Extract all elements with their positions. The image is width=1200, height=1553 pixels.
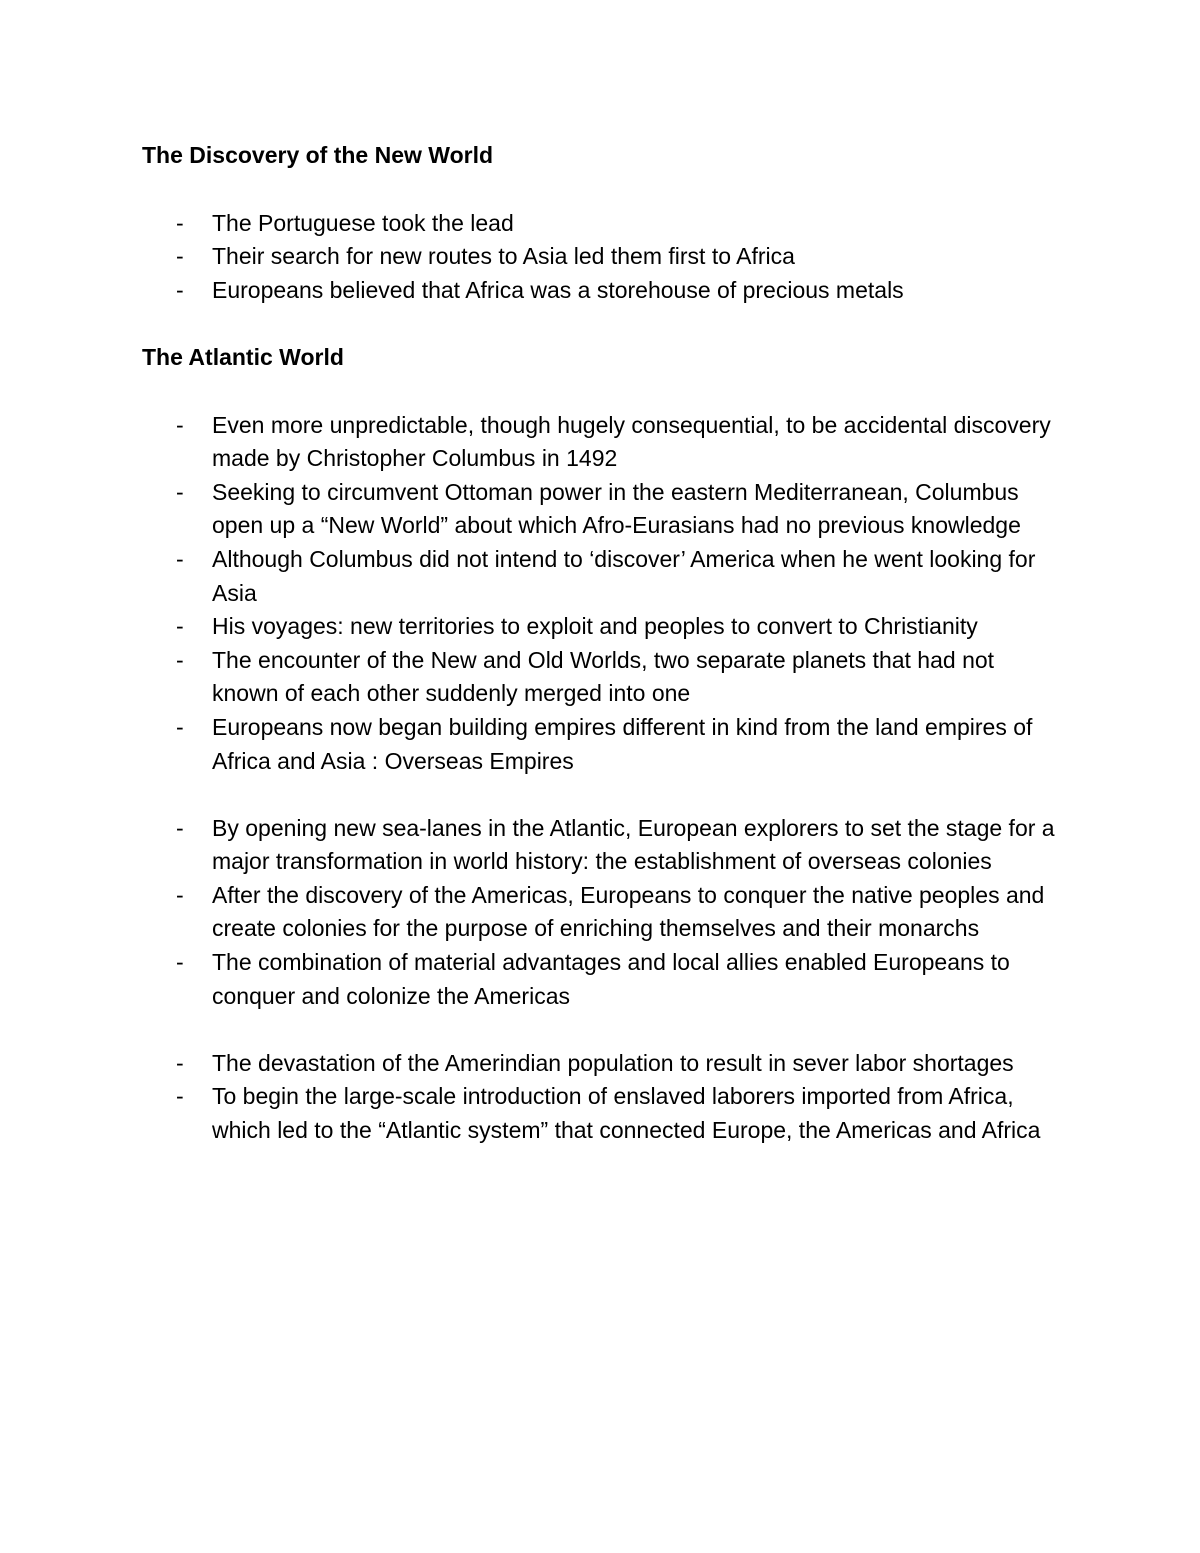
bullet-list bbox=[142, 207, 1062, 308]
list-item: - To begin the large-scale introduction of enslaved laborers imported from Africa, which led to the “Atlantic system” that connected Europe, the Americas and Africa bbox=[142, 1080, 1062, 1147]
list-item: - Their search for new routes to Asia led them first to Africa bbox=[142, 240, 1062, 274]
list-item: - The devastation of the Amerindian population to result in sever labor shortages bbox=[142, 1047, 1062, 1081]
bullet-dash: - bbox=[176, 713, 184, 740]
bullet-dash: - bbox=[176, 646, 184, 673]
list-item: - Although Columbus did not intend to ‘discover’ America when he went looking for Asia bbox=[142, 543, 1062, 610]
section-heading-atlantic: The Atlantic World bbox=[142, 343, 344, 370]
bullet-dash: - bbox=[176, 411, 184, 438]
list-item: - His voyages: new territories to exploit and peoples to convert to Christianity bbox=[142, 610, 1062, 644]
bullet-list bbox=[142, 812, 1062, 1014]
document-content bbox=[142, 139, 1062, 1148]
bullet-dash: - bbox=[176, 478, 184, 505]
bullet-list bbox=[142, 1047, 1062, 1148]
bullet-dash: - bbox=[176, 613, 184, 640]
bullet-dash: - bbox=[176, 814, 184, 841]
list-item: - Even more unpredictable, though hugely consequential, to be accidental discovery made by Christopher Columbus in 1492 bbox=[142, 409, 1062, 476]
section-heading-discovery: The Discovery of the New World bbox=[142, 142, 494, 168]
bullet-dash: - bbox=[176, 1083, 184, 1110]
bullet-dash: - bbox=[176, 545, 184, 572]
bullet-dash: - bbox=[176, 243, 184, 270]
bullet-list bbox=[142, 409, 1062, 779]
list-item: - The Portuguese took the lead bbox=[142, 207, 1062, 241]
bullet-dash: - bbox=[176, 209, 184, 236]
list-item: - Europeans believed that Africa was a storehouse of precious metals bbox=[142, 274, 1062, 308]
bullet-dash: - bbox=[176, 1049, 184, 1076]
list-item: - The combination of material advantages and local allies enabled Europeans to conquer and colonize the Americas bbox=[142, 946, 1062, 1013]
list-item: - After the discovery of the Americas, Europeans to conquer the native peoples and create colonies for the purpose of enriching themselves and their monarchs bbox=[142, 879, 1062, 946]
bullet-dash: - bbox=[176, 881, 184, 908]
list-item: - Europeans now began building empires different in kind from the land empires of Africa and Asia : Overseas Empires bbox=[142, 711, 1062, 778]
bullet-dash: - bbox=[176, 276, 184, 303]
bullet-dash: - bbox=[176, 949, 184, 976]
list-item: - By opening new sea-lanes in the Atlantic, European explorers to set the stage for a major transformation in world history: the establishment of overseas colonies bbox=[142, 812, 1062, 879]
list-item: - The encounter of the New and Old Worlds, two separate planets that had not known of each other suddenly merged into one bbox=[142, 644, 1062, 711]
list-item: - Seeking to circumvent Ottoman power in the eastern Mediterranean, Columbus open up a “New World” about which Afro-Eurasians had no previous knowledge bbox=[142, 476, 1062, 543]
